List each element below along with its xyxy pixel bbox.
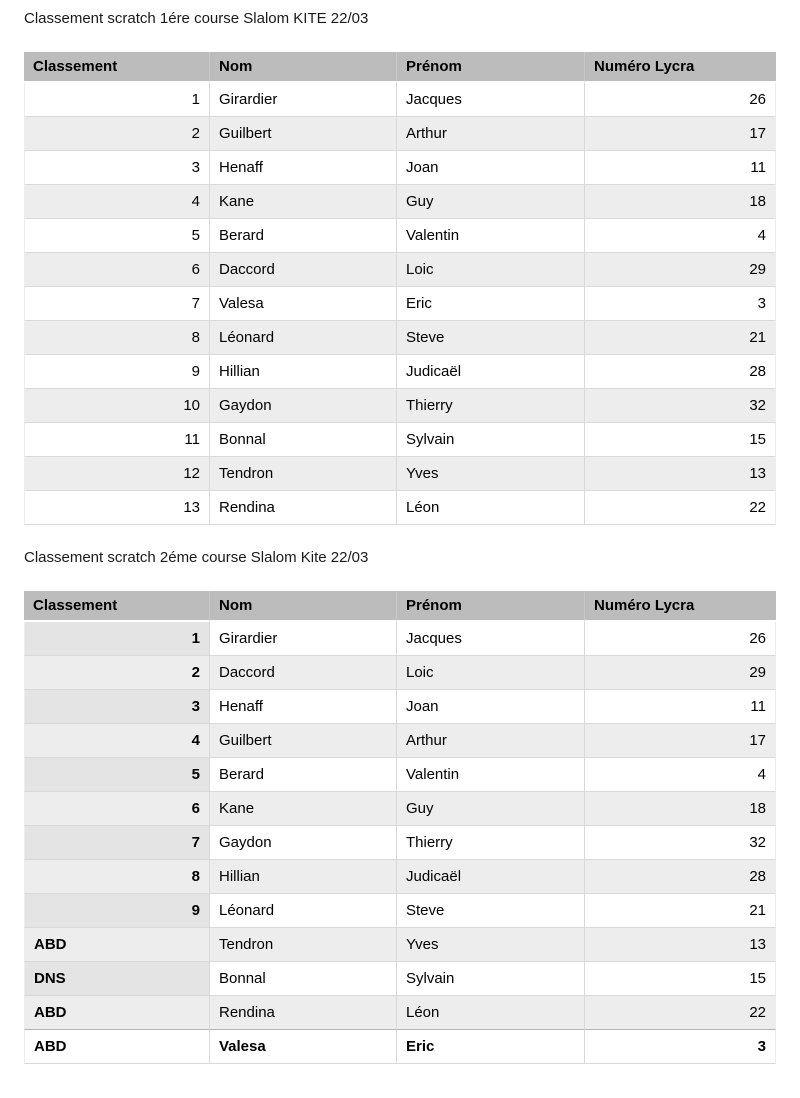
race-2-header-row	[24, 591, 776, 622]
table-row	[24, 826, 776, 860]
table-row	[24, 389, 776, 423]
column-header-1: Classement	[24, 52, 210, 83]
cell-classement: 4	[24, 724, 210, 758]
table-row	[24, 1030, 776, 1064]
column-header-4: Numéro Lycra	[585, 591, 776, 622]
table-row	[24, 656, 776, 690]
cell-numero-lycra: 3	[585, 1030, 776, 1064]
cell-classement: 12	[24, 457, 210, 491]
cell-prenom: Valentin	[397, 758, 585, 792]
cell-classement: 1	[24, 622, 210, 656]
race-1-results-table	[24, 52, 776, 525]
table-row	[24, 758, 776, 792]
cell-prenom: Judicaël	[397, 860, 585, 894]
cell-prenom: Eric	[397, 287, 585, 321]
race-1-title: Classement scratch 1ére course Slalom KITE 22/03	[24, 10, 369, 27]
cell-prenom: Steve	[397, 321, 585, 355]
cell-classement: ABD	[24, 996, 210, 1030]
cell-prenom: Arthur	[397, 117, 585, 151]
cell-prenom: Yves	[397, 457, 585, 491]
cell-nom: Valesa	[210, 1030, 397, 1064]
cell-nom: Girardier	[210, 83, 397, 117]
cell-prenom: Guy	[397, 185, 585, 219]
table-row	[24, 622, 776, 656]
cell-nom: Girardier	[210, 622, 397, 656]
table-row	[24, 423, 776, 457]
cell-numero-lycra: 18	[585, 185, 776, 219]
race-1-section	[24, 0, 776, 525]
cell-nom: Bonnal	[210, 423, 397, 457]
cell-nom: Valesa	[210, 287, 397, 321]
cell-nom: Hillian	[210, 355, 397, 389]
column-header-2: Nom	[210, 591, 397, 622]
cell-nom: Tendron	[210, 457, 397, 491]
cell-nom: Guilbert	[210, 117, 397, 151]
cell-numero-lycra: 17	[585, 117, 776, 151]
race-1-header-row	[24, 52, 776, 83]
table-row	[24, 83, 776, 117]
table-row	[24, 253, 776, 287]
cell-nom: Kane	[210, 185, 397, 219]
cell-nom: Rendina	[210, 491, 397, 525]
table-row	[24, 724, 776, 758]
cell-nom: Henaff	[210, 151, 397, 185]
column-header-3: Prénom	[397, 52, 585, 83]
table-row	[24, 996, 776, 1030]
cell-prenom: Judicaël	[397, 355, 585, 389]
cell-classement: 2	[24, 117, 210, 151]
table-row	[24, 457, 776, 491]
cell-classement: 6	[24, 253, 210, 287]
cell-nom: Berard	[210, 219, 397, 253]
cell-classement: 7	[24, 287, 210, 321]
cell-nom: Rendina	[210, 996, 397, 1030]
cell-nom: Gaydon	[210, 389, 397, 423]
cell-prenom: Loic	[397, 253, 585, 287]
table-row	[24, 321, 776, 355]
cell-prenom: Jacques	[397, 83, 585, 117]
cell-numero-lycra: 26	[585, 622, 776, 656]
column-header-2: Nom	[210, 52, 397, 83]
cell-nom: Bonnal	[210, 962, 397, 996]
cell-numero-lycra: 32	[585, 389, 776, 423]
cell-classement: 10	[24, 389, 210, 423]
table-row	[24, 355, 776, 389]
cell-classement: 5	[24, 758, 210, 792]
cell-prenom: Sylvain	[397, 962, 585, 996]
column-header-1: Classement	[24, 591, 210, 622]
cell-classement: 9	[24, 355, 210, 389]
cell-numero-lycra: 17	[585, 724, 776, 758]
cell-numero-lycra: 26	[585, 83, 776, 117]
cell-numero-lycra: 4	[585, 219, 776, 253]
cell-numero-lycra: 22	[585, 491, 776, 525]
cell-numero-lycra: 11	[585, 690, 776, 724]
cell-nom: Léonard	[210, 894, 397, 928]
cell-prenom: Arthur	[397, 724, 585, 758]
cell-numero-lycra: 28	[585, 860, 776, 894]
cell-numero-lycra: 21	[585, 321, 776, 355]
table-row	[24, 894, 776, 928]
cell-prenom: Eric	[397, 1030, 585, 1064]
table-row	[24, 860, 776, 894]
table-row	[24, 117, 776, 151]
cell-classement: 4	[24, 185, 210, 219]
cell-nom: Daccord	[210, 656, 397, 690]
cell-nom: Berard	[210, 758, 397, 792]
race-2-section	[24, 525, 776, 1064]
cell-numero-lycra: 22	[585, 996, 776, 1030]
table-row	[24, 491, 776, 525]
cell-classement: 13	[24, 491, 210, 525]
cell-numero-lycra: 29	[585, 253, 776, 287]
cell-nom: Henaff	[210, 690, 397, 724]
cell-nom: Léonard	[210, 321, 397, 355]
table-row	[24, 219, 776, 253]
table-row	[24, 185, 776, 219]
race-2-results-table	[24, 591, 776, 1064]
cell-prenom: Guy	[397, 792, 585, 826]
cell-classement: 9	[24, 894, 210, 928]
cell-classement: ABD	[24, 1030, 210, 1064]
cell-numero-lycra: 21	[585, 894, 776, 928]
cell-numero-lycra: 4	[585, 758, 776, 792]
cell-nom: Gaydon	[210, 826, 397, 860]
cell-classement: 11	[24, 423, 210, 457]
cell-prenom: Valentin	[397, 219, 585, 253]
cell-prenom: Jacques	[397, 622, 585, 656]
table-row	[24, 928, 776, 962]
cell-nom: Tendron	[210, 928, 397, 962]
cell-classement: 3	[24, 690, 210, 724]
cell-numero-lycra: 28	[585, 355, 776, 389]
cell-prenom: Thierry	[397, 389, 585, 423]
cell-numero-lycra: 13	[585, 457, 776, 491]
table-row	[24, 690, 776, 724]
cell-prenom: Steve	[397, 894, 585, 928]
cell-numero-lycra: 13	[585, 928, 776, 962]
cell-classement: ABD	[24, 928, 210, 962]
cell-nom: Daccord	[210, 253, 397, 287]
column-header-4: Numéro Lycra	[585, 52, 776, 83]
cell-classement: 7	[24, 826, 210, 860]
table-row	[24, 151, 776, 185]
cell-numero-lycra: 29	[585, 656, 776, 690]
cell-nom: Guilbert	[210, 724, 397, 758]
cell-numero-lycra: 18	[585, 792, 776, 826]
cell-numero-lycra: 32	[585, 826, 776, 860]
table-row	[24, 287, 776, 321]
cell-nom: Hillian	[210, 860, 397, 894]
cell-classement: 1	[24, 83, 210, 117]
cell-classement: 2	[24, 656, 210, 690]
table-row	[24, 962, 776, 996]
cell-prenom: Léon	[397, 491, 585, 525]
cell-classement: 8	[24, 860, 210, 894]
cell-classement: 8	[24, 321, 210, 355]
cell-numero-lycra: 15	[585, 962, 776, 996]
cell-prenom: Loic	[397, 656, 585, 690]
cell-classement: 3	[24, 151, 210, 185]
cell-classement: DNS	[24, 962, 210, 996]
cell-classement: 6	[24, 792, 210, 826]
cell-prenom: Sylvain	[397, 423, 585, 457]
cell-nom: Kane	[210, 792, 397, 826]
cell-prenom: Joan	[397, 690, 585, 724]
column-header-3: Prénom	[397, 591, 585, 622]
cell-prenom: Joan	[397, 151, 585, 185]
cell-classement: 5	[24, 219, 210, 253]
cell-prenom: Léon	[397, 996, 585, 1030]
table-row	[24, 792, 776, 826]
cell-prenom: Yves	[397, 928, 585, 962]
cell-prenom: Thierry	[397, 826, 585, 860]
race-2-title: Classement scratch 2éme course Slalom Kite 22/03	[24, 549, 369, 566]
cell-numero-lycra: 11	[585, 151, 776, 185]
cell-numero-lycra: 15	[585, 423, 776, 457]
cell-numero-lycra: 3	[585, 287, 776, 321]
